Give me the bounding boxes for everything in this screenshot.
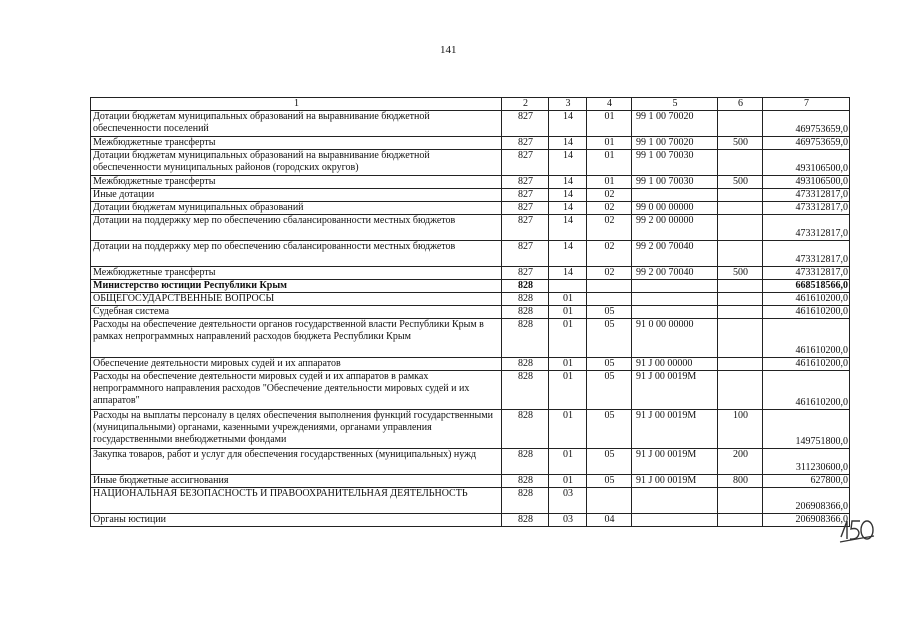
section-code: 14 xyxy=(549,215,587,241)
subsection-code xyxy=(587,293,632,306)
expense-type-code: 100 xyxy=(718,410,763,449)
table-row xyxy=(91,358,850,371)
grbs-code: 827 xyxy=(502,189,549,202)
target-article-code: 91 0 00 00000 xyxy=(632,319,718,358)
table-row xyxy=(91,150,850,176)
subsection-code: 04 xyxy=(587,514,632,527)
section-code: 01 xyxy=(549,449,587,475)
row-name: Межбюджетные трансферты xyxy=(91,176,502,189)
section-code: 01 xyxy=(549,371,587,410)
subsection-code: 05 xyxy=(587,306,632,319)
header-cell: 6 xyxy=(718,98,763,111)
table-row xyxy=(91,371,850,410)
section-code: 14 xyxy=(549,267,587,280)
amount: 668518566,0 xyxy=(763,280,850,293)
target-article-code: 99 1 00 70020 xyxy=(632,111,718,137)
table-row xyxy=(91,280,850,293)
subsection-code: 02 xyxy=(587,189,632,202)
section-code: 14 xyxy=(549,202,587,215)
expense-type-code xyxy=(718,241,763,267)
row-name: Дотации на поддержку мер по обеспечению сбалансированности местных бюджетов xyxy=(91,241,502,267)
section-code xyxy=(549,280,587,293)
expense-type-code xyxy=(718,215,763,241)
expense-type-code: 800 xyxy=(718,475,763,488)
grbs-code: 828 xyxy=(502,280,549,293)
subsection-code: 02 xyxy=(587,267,632,280)
grbs-code: 828 xyxy=(502,319,549,358)
subsection-code: 05 xyxy=(587,358,632,371)
amount: 473312817,0 xyxy=(763,267,850,280)
row-name: Иные дотации xyxy=(91,189,502,202)
section-code: 14 xyxy=(549,111,587,137)
table-row xyxy=(91,215,850,241)
target-article-code: 91 J 00 0019M xyxy=(632,449,718,475)
target-article-code: 99 2 00 00000 xyxy=(632,215,718,241)
target-article-code: 99 0 00 00000 xyxy=(632,202,718,215)
section-code: 01 xyxy=(549,306,587,319)
amount: 469753659,0 xyxy=(763,111,850,137)
subsection-code: 05 xyxy=(587,410,632,449)
header-cell: 2 xyxy=(502,98,549,111)
header-cell: 5 xyxy=(632,98,718,111)
table-row xyxy=(91,514,850,527)
expense-type-code xyxy=(718,306,763,319)
section-code: 03 xyxy=(549,488,587,514)
section-code: 14 xyxy=(549,137,587,150)
row-name: Межбюджетные трансферты xyxy=(91,137,502,150)
grbs-code: 827 xyxy=(502,111,549,137)
header-cell: 1 xyxy=(91,98,502,111)
section-code: 01 xyxy=(549,475,587,488)
table-row xyxy=(91,241,850,267)
table-row xyxy=(91,189,850,202)
section-code: 01 xyxy=(549,293,587,306)
expense-type-code xyxy=(718,150,763,176)
header-cell: 7 xyxy=(763,98,850,111)
amount: 473312817,0 xyxy=(763,215,850,241)
row-name: Дотации бюджетам муниципальных образований на выравнивание бюджетной обеспеченности поселений xyxy=(91,111,502,137)
amount: 149751800,0 xyxy=(763,410,850,449)
grbs-code: 828 xyxy=(502,449,549,475)
subsection-code: 05 xyxy=(587,475,632,488)
row-name: Дотации на поддержку мер по обеспечению сбалансированности местных бюджетов xyxy=(91,215,502,241)
subsection-code: 01 xyxy=(587,111,632,137)
amount: 469753659,0 xyxy=(763,137,850,150)
amount: 311230600,0 xyxy=(763,449,850,475)
expense-type-code xyxy=(718,293,763,306)
grbs-code: 828 xyxy=(502,358,549,371)
header-cell: 4 xyxy=(587,98,632,111)
table-row xyxy=(91,111,850,137)
grbs-code: 828 xyxy=(502,410,549,449)
expense-type-code xyxy=(718,280,763,293)
amount: 461610200,0 xyxy=(763,293,850,306)
subsection-code xyxy=(587,280,632,293)
subsection-code: 01 xyxy=(587,176,632,189)
row-name: Расходы на обеспечение деятельности органов государственной власти Республики Крым в рамках непрограммных направлений расходов бюджета Республики Крым xyxy=(91,319,502,358)
expense-type-code xyxy=(718,488,763,514)
expense-type-code xyxy=(718,111,763,137)
section-code: 03 xyxy=(549,514,587,527)
target-article-code xyxy=(632,293,718,306)
subsection-code: 01 xyxy=(587,137,632,150)
section-code: 14 xyxy=(549,176,587,189)
target-article-code xyxy=(632,514,718,527)
row-name: Закупка товаров, работ и услуг для обеспечения государственных (муниципальных) нужд xyxy=(91,449,502,475)
amount: 473312817,0 xyxy=(763,241,850,267)
row-name: Расходы на выплаты персоналу в целях обеспечения выполнения функций государственными (муниципальными) органами, казенными учреждениями, органами управления государственными внебюджетными фондами xyxy=(91,410,502,449)
target-article-code: 91 J 00 0019M xyxy=(632,371,718,410)
row-name: Иные бюджетные ассигнования xyxy=(91,475,502,488)
subsection-code xyxy=(587,488,632,514)
subsection-code: 02 xyxy=(587,241,632,267)
table-row xyxy=(91,410,850,449)
section-code: 01 xyxy=(549,319,587,358)
expense-type-code: 500 xyxy=(718,267,763,280)
target-article-code: 99 1 00 70030 xyxy=(632,176,718,189)
subsection-code: 05 xyxy=(587,449,632,475)
row-name: НАЦИОНАЛЬНАЯ БЕЗОПАСНОСТЬ И ПРАВООХРАНИТЕЛЬНАЯ ДЕЯТЕЛЬНОСТЬ xyxy=(91,488,502,514)
subsection-code: 02 xyxy=(587,215,632,241)
target-article-code xyxy=(632,280,718,293)
section-code: 14 xyxy=(549,241,587,267)
section-code: 01 xyxy=(549,358,587,371)
table-row xyxy=(91,475,850,488)
expense-type-code: 500 xyxy=(718,176,763,189)
handwritten-page-number xyxy=(838,515,876,545)
table-row xyxy=(91,202,850,215)
target-article-code: 99 1 00 70030 xyxy=(632,150,718,176)
grbs-code: 828 xyxy=(502,475,549,488)
amount: 493106500,0 xyxy=(763,150,850,176)
amount: 493106500,0 xyxy=(763,176,850,189)
header-cell: 3 xyxy=(549,98,587,111)
section-code: 14 xyxy=(549,150,587,176)
table-row xyxy=(91,267,850,280)
target-article-code: 99 2 00 70040 xyxy=(632,267,718,280)
amount: 461610200,0 xyxy=(763,358,850,371)
grbs-code: 828 xyxy=(502,488,549,514)
grbs-code: 828 xyxy=(502,306,549,319)
target-article-code: 91 J 00 00000 xyxy=(632,358,718,371)
expense-type-code: 500 xyxy=(718,137,763,150)
grbs-code: 828 xyxy=(502,514,549,527)
subsection-code: 01 xyxy=(587,150,632,176)
target-article-code: 99 2 00 70040 xyxy=(632,241,718,267)
amount: 206908366,0 xyxy=(763,488,850,514)
expense-type-code xyxy=(718,514,763,527)
section-code: 01 xyxy=(549,410,587,449)
row-name: Расходы на обеспечение деятельности мировых судей и их аппаратов в рамках непрограммного направления расходов "Обеспечение деятельности мировых судей и их аппаратов" xyxy=(91,371,502,410)
grbs-code: 827 xyxy=(502,150,549,176)
table-row xyxy=(91,449,850,475)
row-name: Межбюджетные трансферты xyxy=(91,267,502,280)
grbs-code: 827 xyxy=(502,202,549,215)
target-article-code xyxy=(632,189,718,202)
expense-type-code xyxy=(718,202,763,215)
row-name: ОБЩЕГОСУДАРСТВЕННЫЕ ВОПРОСЫ xyxy=(91,293,502,306)
row-name: Органы юстиции xyxy=(91,514,502,527)
expense-type-code xyxy=(718,189,763,202)
page-number: 141 xyxy=(440,44,457,56)
target-article-code: 91 J 00 0019M xyxy=(632,475,718,488)
grbs-code: 827 xyxy=(502,241,549,267)
target-article-code xyxy=(632,488,718,514)
row-name: Обеспечение деятельности мировых судей и их аппаратов xyxy=(91,358,502,371)
expense-type-code xyxy=(718,371,763,410)
row-name: Судебная система xyxy=(91,306,502,319)
grbs-code: 827 xyxy=(502,215,549,241)
row-name: Дотации бюджетам муниципальных образований на выравнивание бюджетной обеспеченности муниципальных районов (городских округов) xyxy=(91,150,502,176)
amount: 473312817,0 xyxy=(763,202,850,215)
section-code: 14 xyxy=(549,189,587,202)
row-name: Дотации бюджетам муниципальных образований xyxy=(91,202,502,215)
target-article-code: 91 J 00 0019M xyxy=(632,410,718,449)
subsection-code: 05 xyxy=(587,319,632,358)
amount: 627800,0 xyxy=(763,475,850,488)
table-row xyxy=(91,306,850,319)
expense-type-code xyxy=(718,319,763,358)
grbs-code: 828 xyxy=(502,293,549,306)
grbs-code: 827 xyxy=(502,267,549,280)
table-row xyxy=(91,137,850,150)
subsection-code: 02 xyxy=(587,202,632,215)
row-name: Министерство юстиции Республики Крым xyxy=(91,280,502,293)
budget-table xyxy=(90,97,850,527)
amount: 206908366,0 xyxy=(763,514,850,527)
target-article-code: 99 1 00 70020 xyxy=(632,137,718,150)
amount: 473312817,0 xyxy=(763,189,850,202)
grbs-code: 828 xyxy=(502,371,549,410)
amount: 461610200,0 xyxy=(763,306,850,319)
header-row xyxy=(91,98,850,111)
expense-type-code xyxy=(718,358,763,371)
amount: 461610200,0 xyxy=(763,319,850,358)
target-article-code xyxy=(632,306,718,319)
table-row xyxy=(91,293,850,306)
table-row xyxy=(91,319,850,358)
table-row xyxy=(91,176,850,189)
table-row xyxy=(91,488,850,514)
subsection-code: 05 xyxy=(587,371,632,410)
expense-type-code: 200 xyxy=(718,449,763,475)
grbs-code: 827 xyxy=(502,176,549,189)
grbs-code: 827 xyxy=(502,137,549,150)
amount: 461610200,0 xyxy=(763,371,850,410)
